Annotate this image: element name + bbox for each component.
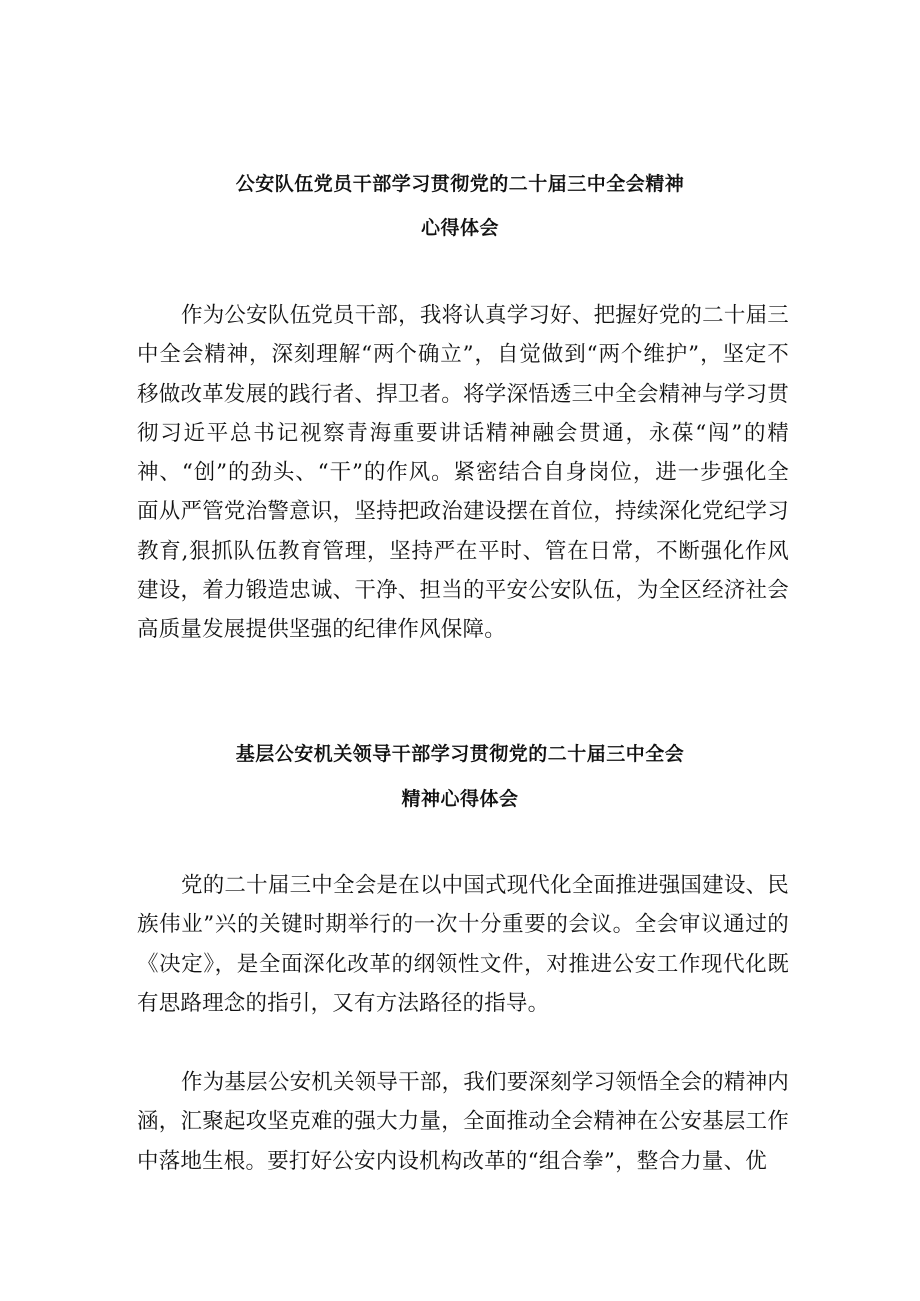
- section2-paragraph-1: 党的二十届三中全会是在以中国式现代化全面推进强国建设、民族伟业”兴的关键时期举行的一次十分重要的会议。全会审议通过的《决定》，是全面深化改革的纲领性文件，对推进公安工作现代化既有思路理念的指引，又有方法路径的指导。: [137, 873, 789, 1016]
- section1-title-line1: 公安队伍党员干部学习贯彻党的二十届三中全会精神: [235, 173, 685, 195]
- section1-title-line2: 心得体会: [420, 217, 499, 239]
- section2-paragraph-2: 作为基层公安机关领导干部，我们要深刻学习领悟全会的精神内涵，汇聚起攻坚克难的强大力量，全面推动全会精神在公安基层工作中落地生根。要打好公安内设机构改革的“组合拳”，整合力量、优: [137, 1070, 789, 1174]
- section2-title-line1: 基层公安机关领导干部学习贯彻党的二十届三中全会: [235, 743, 685, 765]
- section1-paragraph: 作为公安队伍党员干部，我将认真学习好、把握好党的二十届三中全会精神，深刻理解“两个确立”，自觉做到“两个维护”，坚定不移做改革发展的践行者、捍卫者。将学深悟透三中全会精神与学习贯彻习近平总书记视察青海重要讲话精神融会贯通，永葆“闯”的精神、“创”的劲头、“干”的作风。紧密结合自身岗位，进一步强化全面从严管党治警意识，坚持把政治建设摆在首位，持续深化党纪学习教育,狠抓队伍教育管理，坚持严在平时、管在日常，不断强化作风建设，着力锻造忠诚、干净、担当的平安公安队伍，为全区经济社会高质量发展提供坚强的纪律作风保障。: [137, 303, 789, 643]
- section2-title-line2: 精神心得体会: [401, 788, 519, 810]
